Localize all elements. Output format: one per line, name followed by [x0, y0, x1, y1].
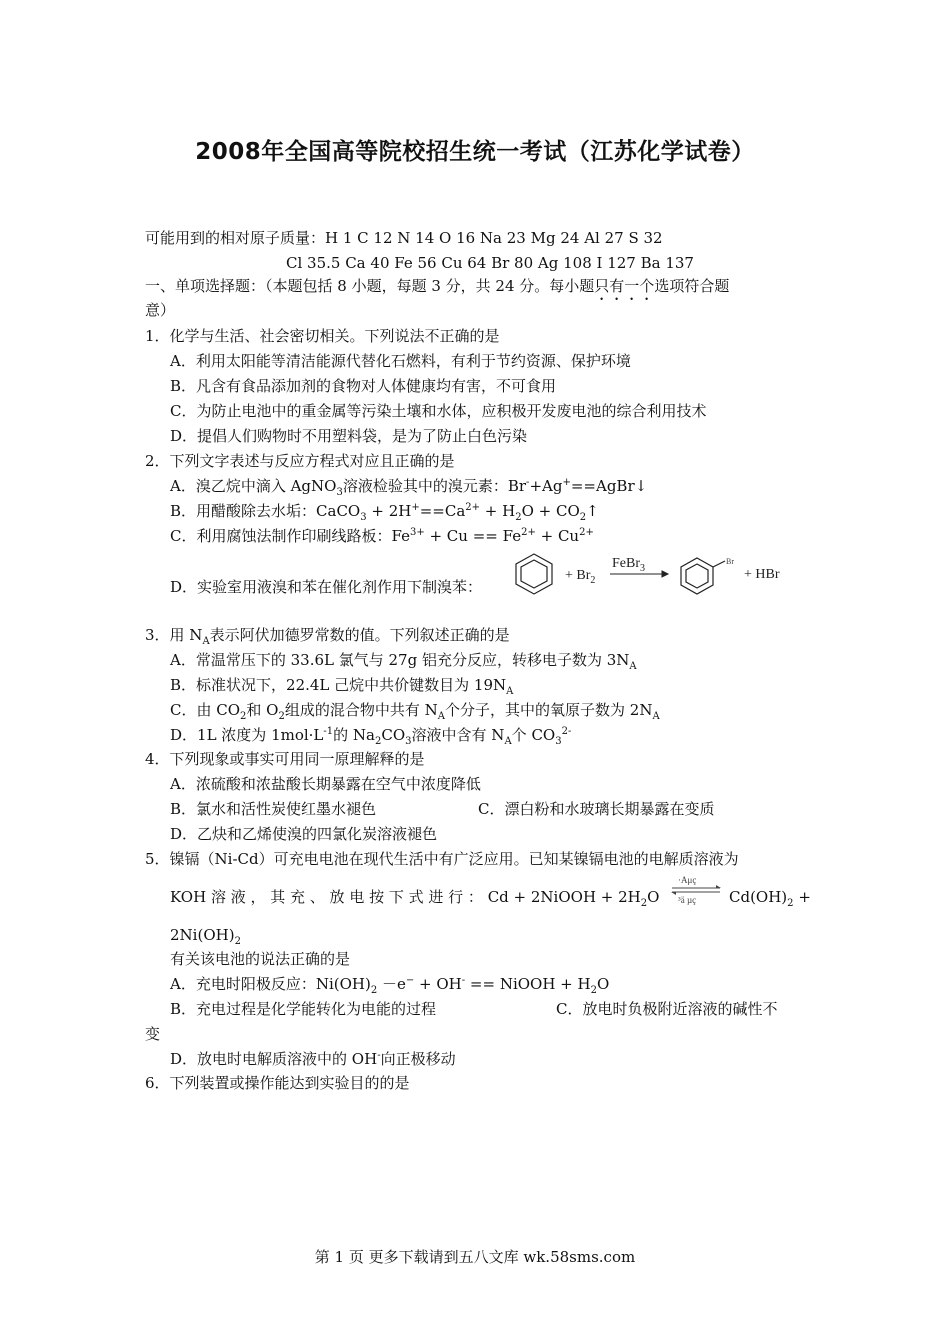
q4-option-b: B．氯水和活性炭使红墨水褪色	[170, 800, 377, 818]
q5-stem: 5．镍镉（Ni-Cd）可充电电池在现代生活中有广泛应用。已知某镍镉电池的电解质溶液为	[145, 850, 739, 868]
q5-option-c-cont: 变	[145, 1025, 161, 1043]
q5-equation-cont: $2Ni(OH)_2$	[170, 926, 241, 947]
q5-option-c: C．放电时负极附近溶液的碱性不	[556, 1000, 778, 1018]
q5-option-d: D．放电时电解质溶液中的 OH-向正极移动	[170, 1050, 456, 1068]
section1-heading: 一、单项选择题：（本题包括 8 小题，每题 3 分，共 24 分。每小题只有一个选项符合题	[145, 277, 730, 295]
q3-stem: 3．用 $N_A$表示阿伏加德罗常数的值。下列叙述正确的是	[145, 626, 510, 647]
q4-stem: 4．下列现象或事实可用同一原理解释的是	[145, 750, 425, 768]
reaction-arrow-icon	[610, 571, 668, 577]
br-substituent-label: Br	[726, 557, 734, 566]
bromobenzene-ring-icon	[681, 558, 725, 594]
q5-equation-product: $Cd(OH)_2$ +	[729, 888, 811, 909]
bromobenzene-reaction-diagram	[510, 550, 800, 600]
q1-option-c: C．为防止电池中的重金属等污染土壤和水体，应积极开发废电池的综合利用技术	[170, 402, 707, 420]
charge-label: ³ä µç	[678, 895, 697, 905]
q2-option-a: A．溴乙烷中滴入 AgNO$_3$溶液检验其中的溴元素：Br-+Ag+==AgBr↓	[170, 477, 648, 498]
q3-option-c: C．由 $CO_2$和 $O_2$组成的混合物中共有 $N_A$个分子，其中的氧原子数为 $2N_A$	[170, 701, 660, 722]
q5-equation-line: KOH 溶 液 ， 其 充 、 放 电 按 下 式 进 行 ： Cd + 2NiOOH + $2H_2O$	[170, 888, 660, 909]
br2-reagent: + $Br_2$	[565, 568, 596, 586]
q5-sub-stem: 有关该电池的说法正确的是	[170, 950, 351, 968]
q5-option-b: B．充电过程是化学能转化为电能的过程	[170, 1000, 437, 1018]
q3-option-b: B．标准状况下，22.4L 己烷中共价键数目为 $19N_A$	[170, 676, 514, 697]
q2-stem: 2．下列文字表述与反应方程式对应且正确的是	[145, 452, 455, 470]
atomic-masses-line1: 可能用到的相对原子质量：H 1 C 12 N 14 O 16 Na 23 Mg 24 Al 27 S 32	[145, 229, 663, 247]
section1-heading-cont: 意）	[145, 301, 176, 319]
q4-option-a: A．浓硫酸和浓盐酸长期暴露在空气中浓度降低	[170, 775, 481, 793]
emphasized-text: 只有一个	[594, 277, 655, 295]
q4-option-c: C．漂白粉和水玻璃长期暴露在变质	[478, 800, 715, 818]
reversible-arrow-icon	[668, 873, 724, 907]
atomic-masses-line2: Cl 35.5 Ca 40 Fe 56 Cu 64 Br 80 Ag 108 I 127 Ba 137	[286, 254, 694, 272]
q1-option-a: A．利用太阳能等清洁能源代替化石燃料，有利于节约资源、保护环境	[170, 352, 631, 370]
q6-stem: 6．下列装置或操作能达到实验目的的是	[145, 1074, 410, 1092]
q5-option-a: A．充电时阳极反应：$Ni(OH)_2 -e^- + OH^-$ == NiOOH + $H_2O$	[170, 975, 610, 996]
page-footer: 第 1 页 更多下载请到五八文库 wk.58sms.com	[314, 1248, 636, 1266]
catalyst-label: FeBr$_3$	[612, 556, 645, 574]
q1-option-b: B．凡含有食品添加剂的食物对人体健康均有害，不可食用	[170, 377, 557, 395]
discharge-label: ·Aμç	[678, 875, 697, 885]
q1-option-d: D．提倡人们购物时不用塑料袋，是为了防止白色污染	[170, 427, 528, 445]
q1-stem: 1．化学与生活、社会密切相关。下列说法不正确的是	[145, 327, 500, 345]
q4-option-d: D．乙炔和乙烯使溴的四氯化炭溶液褪色	[170, 825, 438, 843]
benzene-ring-icon	[516, 554, 552, 594]
q2-option-b: B．用醋酸除去水垢：CaCO$_3$ + $2H^+==Ca^{2+} + H_2O$ + $CO_2↑$	[170, 502, 599, 523]
page-title: 2008年全国高等院校招生统一考试（江苏化学试卷）	[195, 139, 755, 165]
q2-option-d: D．实验室用液溴和苯在催化剂作用下制溴苯：	[170, 578, 483, 596]
q2-option-c: C．利用腐蚀法制作印刷线路板：$Fe^{3+} + Cu == Fe^{2+} + Cu^{2+}$	[170, 527, 594, 545]
q3-option-a: A．常温常压下的 33.6L 氯气与 27g 铝充分反应，转移电子数为 $3N_A$	[170, 651, 637, 672]
q3-option-d: D．1L 浓度为 $1mol\cdot L^{-1}$的 $Na_2CO_3$溶液中含有 $N_A$个 $CO_3^{2-}$	[170, 726, 572, 747]
hbr-product: + HBr	[744, 567, 780, 582]
